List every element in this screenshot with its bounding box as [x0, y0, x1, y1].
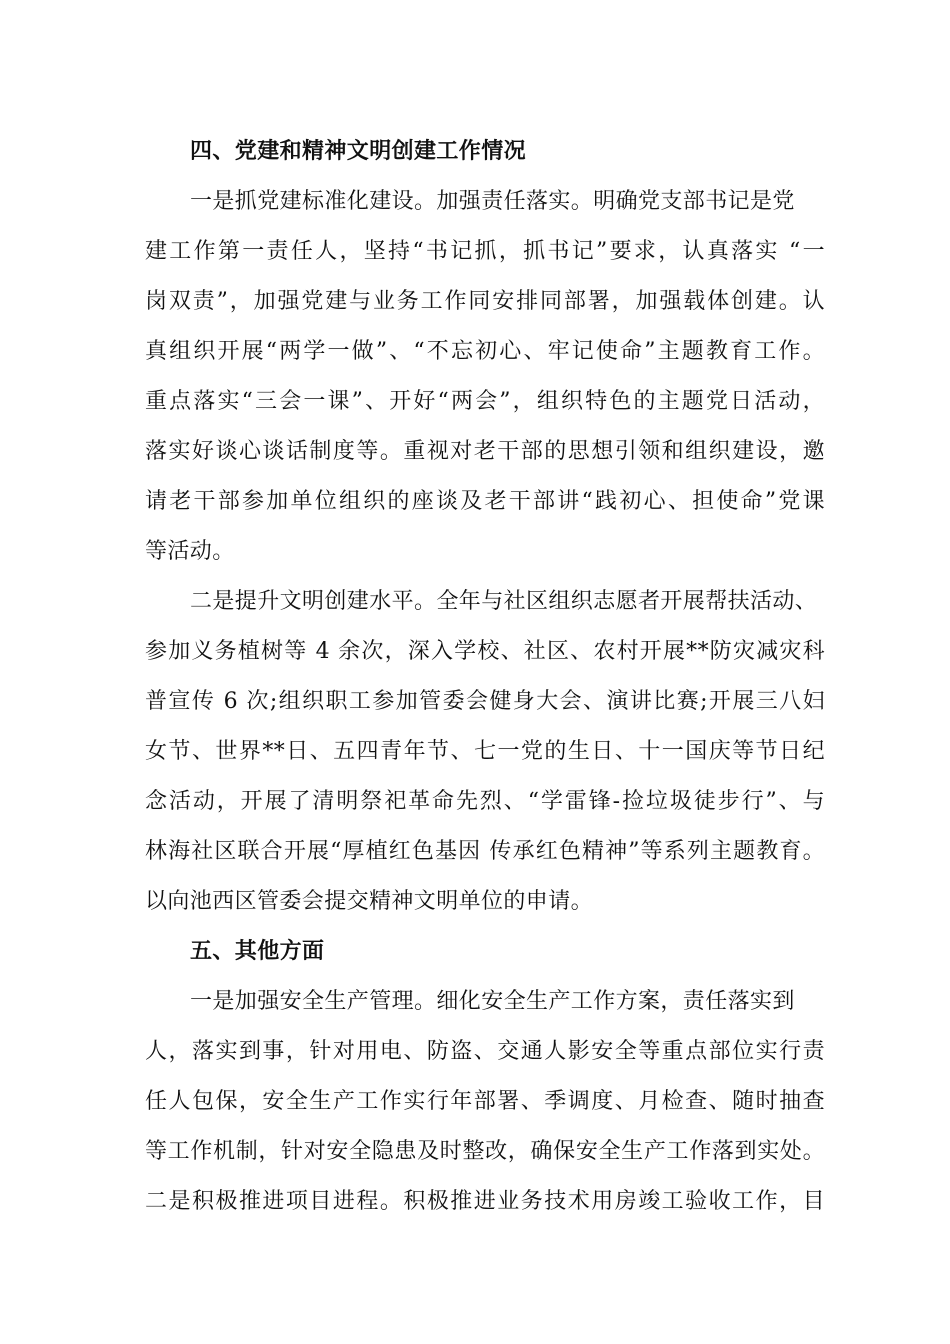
paragraph-line: 参加义务植树等 4 余次，深入学校、社区、农村开展**防灾减灾科: [145, 639, 825, 664]
paragraph-line: 二是提升文明创建水平。全年与社区组织志愿者开展帮扶活动、: [190, 589, 818, 614]
paragraph-line: 等活动。: [145, 539, 235, 564]
paragraph-line: 一是加强安全生产管理。细化安全生产工作方案，责任落实到: [190, 989, 795, 1014]
paragraph-line: 等工作机制，针对安全隐患及时整改，确保安全生产工作落到实处。: [145, 1139, 825, 1164]
paragraph-line: 人，落实到事，针对用电、防盗、交通人影安全等重点部位实行责: [145, 1039, 825, 1064]
paragraph-line: 请老干部参加单位组织的座谈及老干部讲“践初心、担使命”党课: [145, 489, 825, 514]
paragraph-line: 建工作第一责任人，坚持“书记抓，抓书记”要求，认真落实 “一: [145, 239, 825, 264]
paragraph-line: 以向池西区管委会提交精神文明单位的申请。: [145, 889, 594, 914]
paragraph-line: 一是抓党建标准化建设。加强责任落实。明确党支部书记是党: [190, 189, 795, 214]
paragraph-line: 岗双责”，加强党建与业务工作同安排同部署，加强载体创建。认: [145, 289, 825, 314]
paragraph-line: 真组织开展“两学一做”、“不忘初心、牢记使命”主题教育工作。: [145, 339, 825, 364]
paragraph-line: 重点落实“三会一课”、开好“两会”，组织特色的主题党日活动，: [145, 389, 825, 414]
section-heading: 四、党建和精神文明创建工作情况: [190, 139, 527, 164]
paragraph-line: 任人包保，安全生产工作实行年部署、季调度、月检查、随时抽查: [145, 1089, 825, 1114]
section-heading: 五、其他方面: [190, 939, 325, 964]
paragraph-line: 二是积极推进项目进程。积极推进业务技术用房竣工验收工作，目: [145, 1189, 825, 1214]
paragraph-line: 女节、世界**日、五四青年节、七一党的生日、十一国庆等节日纪: [145, 739, 825, 764]
paragraph-line: 落实好谈心谈话制度等。重视对老干部的思想引领和组织建设，邀: [145, 439, 825, 464]
paragraph-line: 普宣传 6 次;组织职工参加管委会健身大会、演讲比赛;开展三八妇: [145, 689, 825, 714]
paragraph-line: 念活动，开展了清明祭祀革命先烈、“学雷锋-捡垃圾徒步行”、与: [145, 789, 825, 814]
paragraph-line: 林海社区联合开展“厚植红色基因 传承红色精神”等系列主题教育。: [145, 839, 825, 864]
